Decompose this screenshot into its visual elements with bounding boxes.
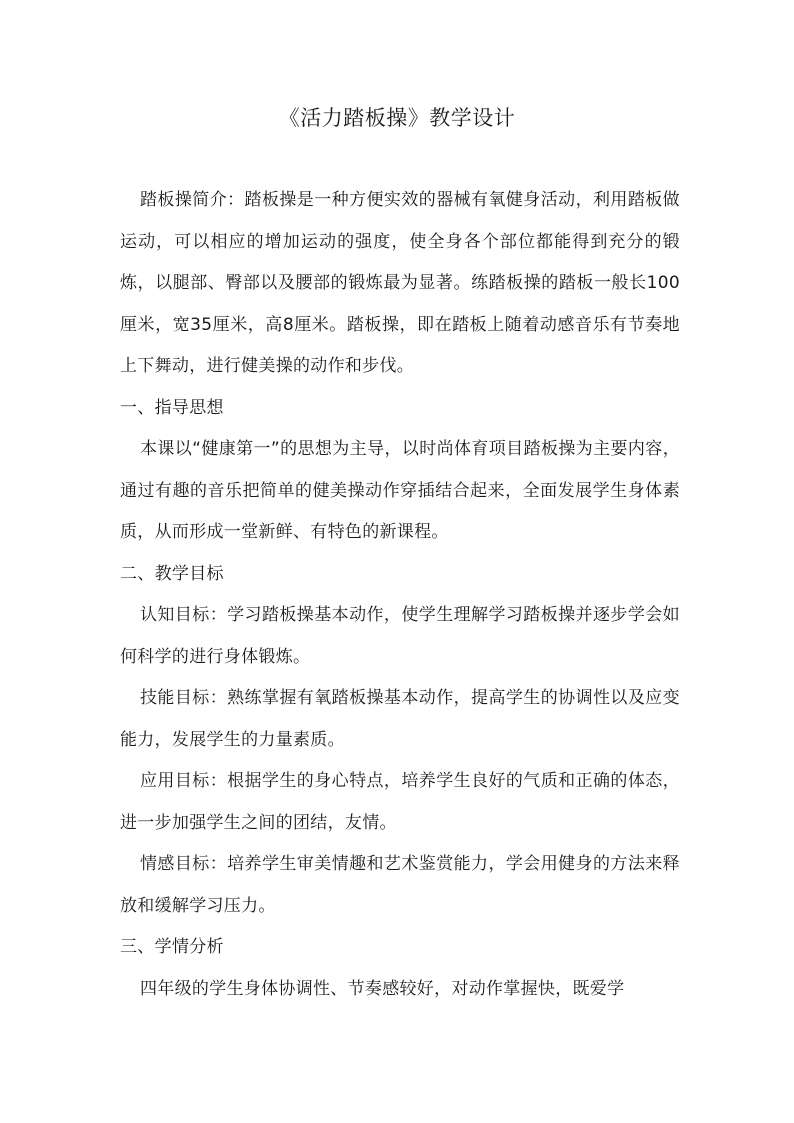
document-body xyxy=(120,180,680,1010)
section-heading-guiding-thought: 一、指导思想 xyxy=(120,397,224,418)
document-title: 《活力踏板操》教学设计 xyxy=(278,106,516,130)
goal-application-paragraph: 应用目标：根据学生的身心特点，培养学生良好的气质和正确的体态，进一步加强学生之间的团结，友情。 xyxy=(120,771,680,833)
section-heading-learner-analysis: 三、学情分析 xyxy=(120,937,224,957)
goal-skill-paragraph: 技能目标：熟练掌握有氧踏板操基本动作，提高学生的协调性以及应变能力，发展学生的力量素质。 xyxy=(120,688,680,750)
guiding-thought-paragraph: 本课以“健康第一”的思想为主导，以时尚体育项目踏板操为主要内容，通过有趣的音乐把简单的健美操动作穿插结合起来，全面发展学生身体素质，从而形成一堂新鲜、有特色的新课程。 xyxy=(120,439,680,542)
learner-analysis-paragraph: 四年级的学生身体协调性、节奏感较好，对动作掌握快，既爱学 xyxy=(140,978,625,999)
goal-cognitive-paragraph: 认知目标：学习踏板操基本动作，使学生理解学习踏板操并逐步学会如何科学的进行身体锻炼。 xyxy=(120,605,680,667)
goal-emotion-paragraph: 情感目标：培养学生审美情趣和艺术鉴赏能力，学会用健身的方法来释放和缓解学习压力。 xyxy=(120,854,680,916)
intro-paragraph: 踏板操简介：踏板操是一种方便实效的器械有氧健身活动，利用踏板做运动，可以相应的增加运动的强度，使全身各个部位都能得到充分的锻炼，以腿部、臀部以及腰部的锻炼最为显著。练踏板操的踏板一般长100厘米，宽35厘米，高8厘米。踏板操，即在踏板上随着动感音乐有节奏地上下舞动，进行健美操的动作和步伐。 xyxy=(120,190,680,376)
section-heading-teaching-goals: 二、教学目标 xyxy=(120,563,224,584)
